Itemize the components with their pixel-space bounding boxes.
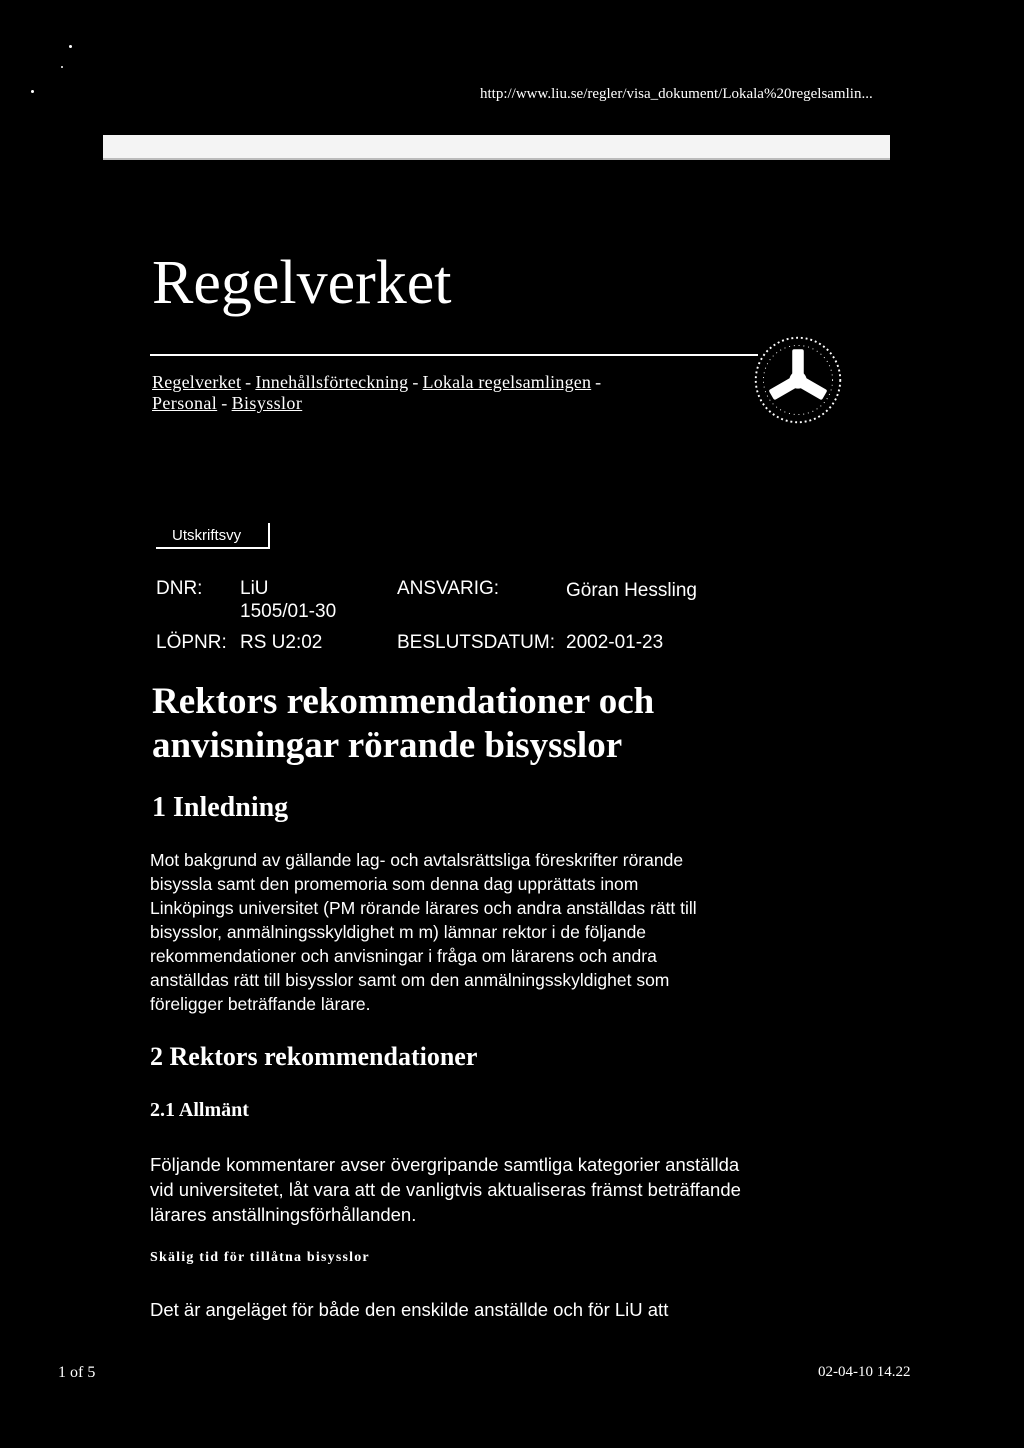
print-date: 02-04-10 14.22 bbox=[818, 1364, 911, 1380]
document-title bbox=[152, 680, 654, 768]
document-title-line2: anvisningar rörande bisysslor bbox=[152, 725, 623, 766]
subheading-skalig-tid: Skälig tid för tillåtna bisysslor bbox=[150, 1250, 370, 1265]
section-paragraph-inledning: Mot bakgrund av gällande lag- och avtalsrättsliga föreskrifter rörande bisyssla samt den promemoria som denna dag upprättats inom Linköpings universitet (PM rörande lärares och andra anställdas rätt till bisysslor, anmälningsskyldighet m m) lämnar rektor i de följande rekommendationer och anvisningar i fråga om lärarens och andra anställdas rätt till bisysslor samt om den anmälningsskyldighet som föreligger beträffande lärare. bbox=[150, 850, 697, 1014]
document-title-line1: Rektors rekommendationer och bbox=[152, 681, 655, 722]
breadcrumb-lokala-regelsamlingen[interactable]: Lokala regelsamlingen bbox=[422, 372, 592, 392]
section-heading-allmant: 2.1 Allmänt bbox=[150, 1099, 249, 1121]
dnr-value-line1: LiU bbox=[240, 578, 269, 599]
print-view-button[interactable]: Utskriftsvy bbox=[156, 523, 270, 549]
breadcrumb-separator: - bbox=[245, 372, 252, 392]
breadcrumb-line-1 bbox=[152, 372, 605, 393]
beslutsdatum-label: BESLUTSDATUM: bbox=[397, 632, 556, 653]
breadcrumb-innehallsforteckning[interactable]: Innehållsförteckning bbox=[255, 372, 409, 392]
page-number: 1 of 5 bbox=[58, 1364, 96, 1381]
beslutsdatum-value: 2002-01-23 bbox=[566, 632, 664, 653]
paragraph-skalig-tid: Det är angeläget för både den enskilde anställde och för LiU att bbox=[150, 1299, 669, 1320]
section-heading-rektors-rekommendationer: 2 Rektors rekommendationer bbox=[150, 1042, 478, 1071]
breadcrumb-bisysslor[interactable]: Bisysslor bbox=[231, 393, 303, 413]
dnr-value-line2: 1505/01-30 bbox=[240, 601, 337, 622]
breadcrumb-separator: - bbox=[221, 393, 228, 413]
scan-speck bbox=[61, 66, 63, 68]
page-title: Regelverket bbox=[152, 249, 452, 317]
breadcrumb-regelverket[interactable]: Regelverket bbox=[152, 372, 242, 392]
breadcrumb-separator: - bbox=[412, 372, 419, 392]
section-heading-inledning: 1 Inledning bbox=[152, 792, 289, 823]
header-bar bbox=[103, 135, 890, 160]
lopnr-label: LÖPNR: bbox=[156, 632, 227, 653]
page-url: http://www.liu.se/regler/visa_dokument/Lokala%20regelsamlin... bbox=[480, 86, 873, 102]
ansvarig-value: Göran Hessling bbox=[566, 580, 697, 601]
scan-speck bbox=[31, 90, 34, 93]
dnr-label: DNR: bbox=[156, 578, 203, 599]
scan-speck bbox=[69, 45, 72, 48]
liu-logo-icon bbox=[750, 332, 846, 428]
breadcrumb-personal[interactable]: Personal bbox=[152, 393, 218, 413]
section-paragraph-allmant: Följande kommentarer avser övergripande samtliga kategorier anställda vid universitetet, låt vara att de vanligtvis aktualiseras främst beträffande lärares anställningsförhållanden. bbox=[150, 1154, 741, 1225]
title-divider bbox=[150, 354, 758, 356]
breadcrumb-separator: - bbox=[595, 372, 602, 392]
lopnr-value: RS U2:02 bbox=[240, 632, 323, 653]
breadcrumb-line-2 bbox=[152, 393, 302, 414]
ansvarig-label: ANSVARIG: bbox=[397, 578, 500, 599]
